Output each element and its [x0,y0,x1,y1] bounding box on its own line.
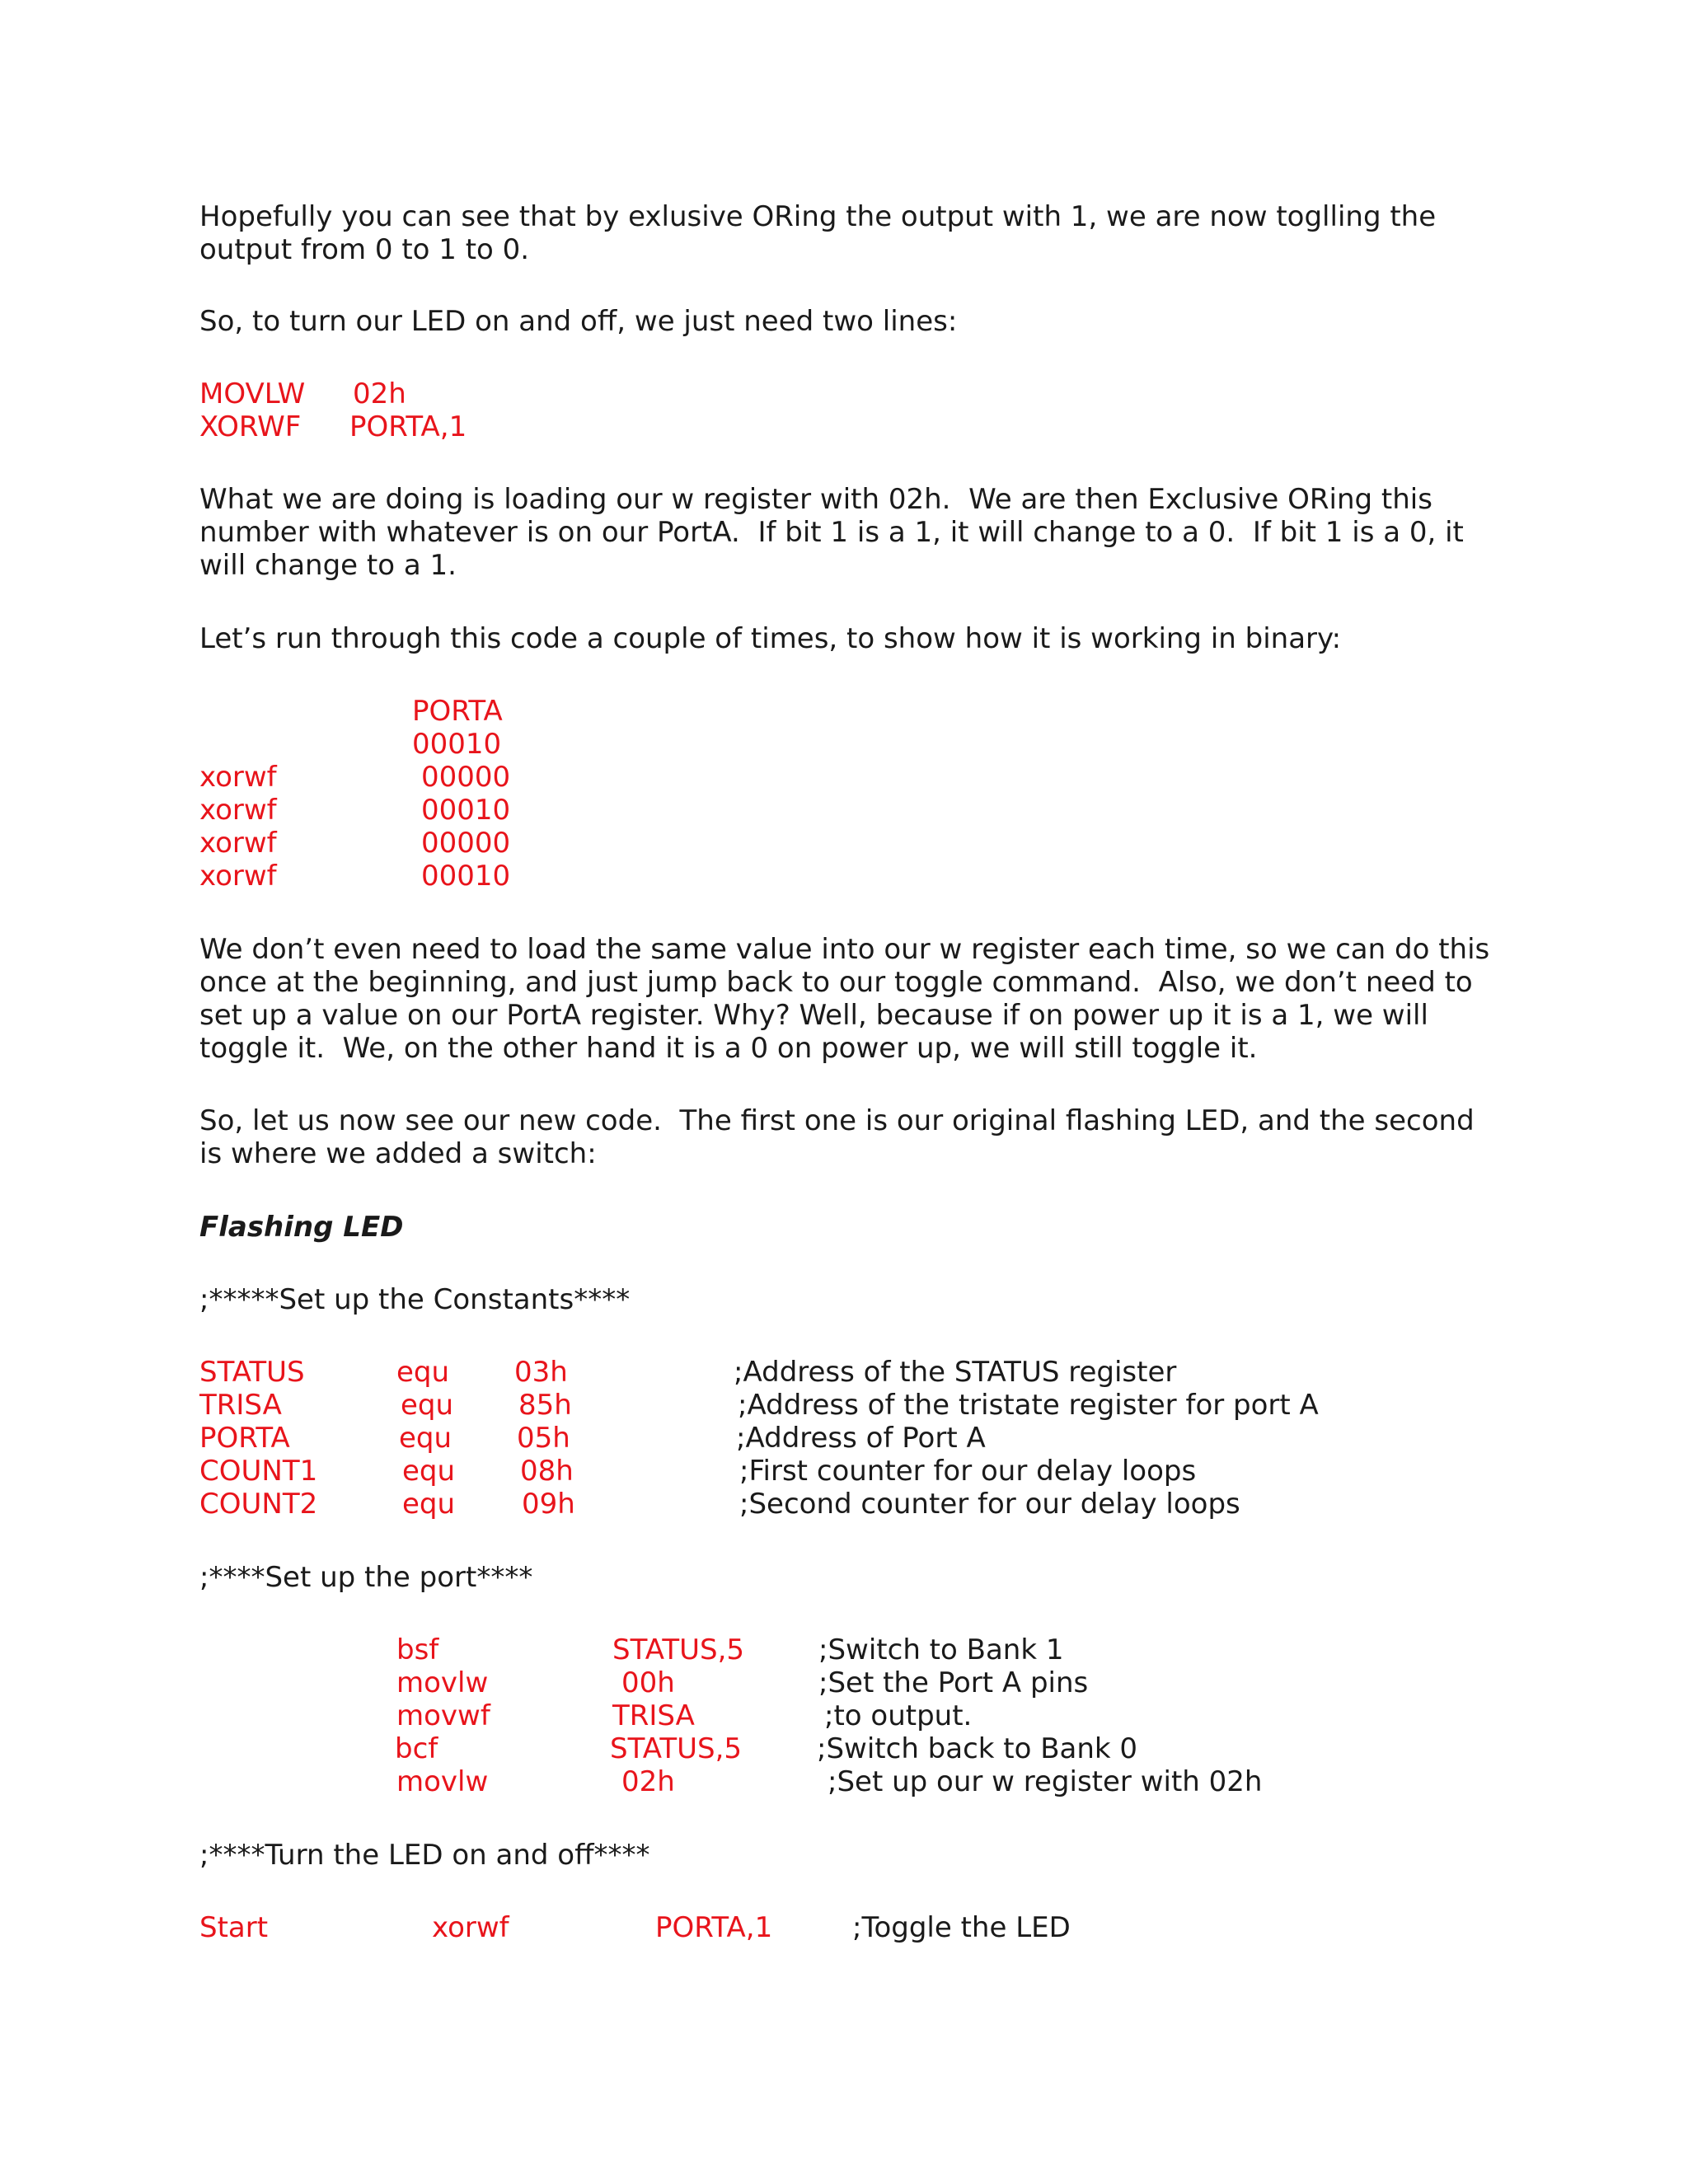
port-op: movwf [396,1699,490,1732]
port-op: bcf [395,1732,438,1765]
port-comment: ;Set up our w register with 02h [828,1765,1263,1798]
code-op: MOVLW [199,377,306,410]
constant-val: 03h [514,1356,568,1389]
binary-val: 00010 [421,860,511,893]
paragraph-line: will change to a 1. [199,549,457,582]
port-arg: TRISA [612,1699,695,1732]
start-arg: PORTA,1 [655,1911,773,1944]
paragraph-line: output from 0 to 1 to 0. [199,233,530,266]
constant-comment: ;Second counter for our delay loops [739,1488,1240,1521]
start-op: xorwf [432,1911,509,1944]
port-op: movlw [396,1666,489,1699]
code-comment: ;****Set up the port**** [199,1561,533,1594]
binary-initial: 00010 [412,728,502,761]
binary-op: xorwf [199,761,277,794]
port-op: movlw [396,1765,489,1798]
paragraph-line: What we are doing is loading our w register with 02h. We are then Exclusive ORing this [199,483,1432,516]
port-comment: ;Switch back to Bank 0 [817,1732,1138,1765]
constant-op: equ [401,1389,454,1422]
binary-val: 00010 [421,794,511,827]
constant-val: 08h [520,1455,574,1488]
binary-op: xorwf [199,794,277,827]
paragraph-line: once at the beginning, and just jump back to our toggle command. Also, we don’t need to [199,966,1473,999]
section-heading: Flashing LED [199,1211,404,1244]
port-comment: ;Switch to Bank 1 [818,1633,1064,1666]
port-comment: ;to output. [824,1699,973,1732]
constant-comment: ;First counter for our delay loops [739,1455,1197,1488]
binary-header: PORTA [412,695,503,728]
constant-op: equ [399,1422,452,1455]
start-label: Start [199,1911,269,1944]
constant-name: PORTA [199,1422,290,1455]
constant-name: COUNT2 [199,1488,318,1521]
constant-op: equ [402,1488,456,1521]
paragraph-line: Let’s run through this code a couple of times, to show how it is working in binary: [199,622,1342,655]
port-comment: ;Set the Port A pins [818,1666,1089,1699]
code-arg: 02h [353,377,406,410]
binary-val: 00000 [421,827,511,860]
constant-comment: ;Address of the tristate register for port A [738,1389,1319,1422]
paragraph-line: Hopefully you can see that by exlusive ORing the output with 1, we are now toglling the [199,200,1437,233]
constant-name: STATUS [199,1356,305,1389]
binary-val: 00000 [421,761,511,794]
paragraph-line: We don’t even need to load the same value into our w register each time, so we can do this [199,933,1490,966]
constant-comment: ;Address of the STATUS register [734,1356,1177,1389]
port-arg: STATUS,5 [610,1732,743,1765]
constant-op: equ [402,1455,456,1488]
constant-val: 09h [522,1488,575,1521]
constant-name: COUNT1 [199,1455,318,1488]
paragraph-line: number with whatever is on our PortA. If bit 1 is a 1, it will change to a 0. If bit 1 is a 0, it [199,516,1464,549]
binary-op: xorwf [199,827,277,860]
port-arg: 02h [621,1765,675,1798]
binary-op: xorwf [199,860,277,893]
constant-op: equ [396,1356,450,1389]
port-arg: 00h [621,1666,675,1699]
port-op: bsf [396,1633,439,1666]
paragraph-line: So, let us now see our new code. The first one is our original flashing LED, and the second [199,1104,1475,1137]
code-op: XORWF [199,410,302,443]
code-comment: ;****Turn the LED on and off**** [199,1839,650,1872]
constant-comment: ;Address of Port A [736,1422,986,1455]
paragraph-line: is where we added a switch: [199,1137,597,1170]
paragraph-line: toggle it. We, on the other hand it is a 0 on power up, we will still toggle it. [199,1032,1258,1065]
constant-val: 05h [517,1422,570,1455]
code-comment: ;*****Set up the Constants**** [199,1283,631,1316]
port-arg: STATUS,5 [612,1633,745,1666]
code-arg: PORTA,1 [349,410,467,443]
paragraph-line: set up a value on our PortA register. Why? Well, because if on power up it is a 1, we will [199,999,1428,1032]
start-comment: ;Toggle the LED [852,1911,1071,1944]
paragraph-line: So, to turn our LED on and off, we just need two lines: [199,305,958,338]
constant-val: 85h [518,1389,572,1422]
constant-name: TRISA [199,1389,282,1422]
